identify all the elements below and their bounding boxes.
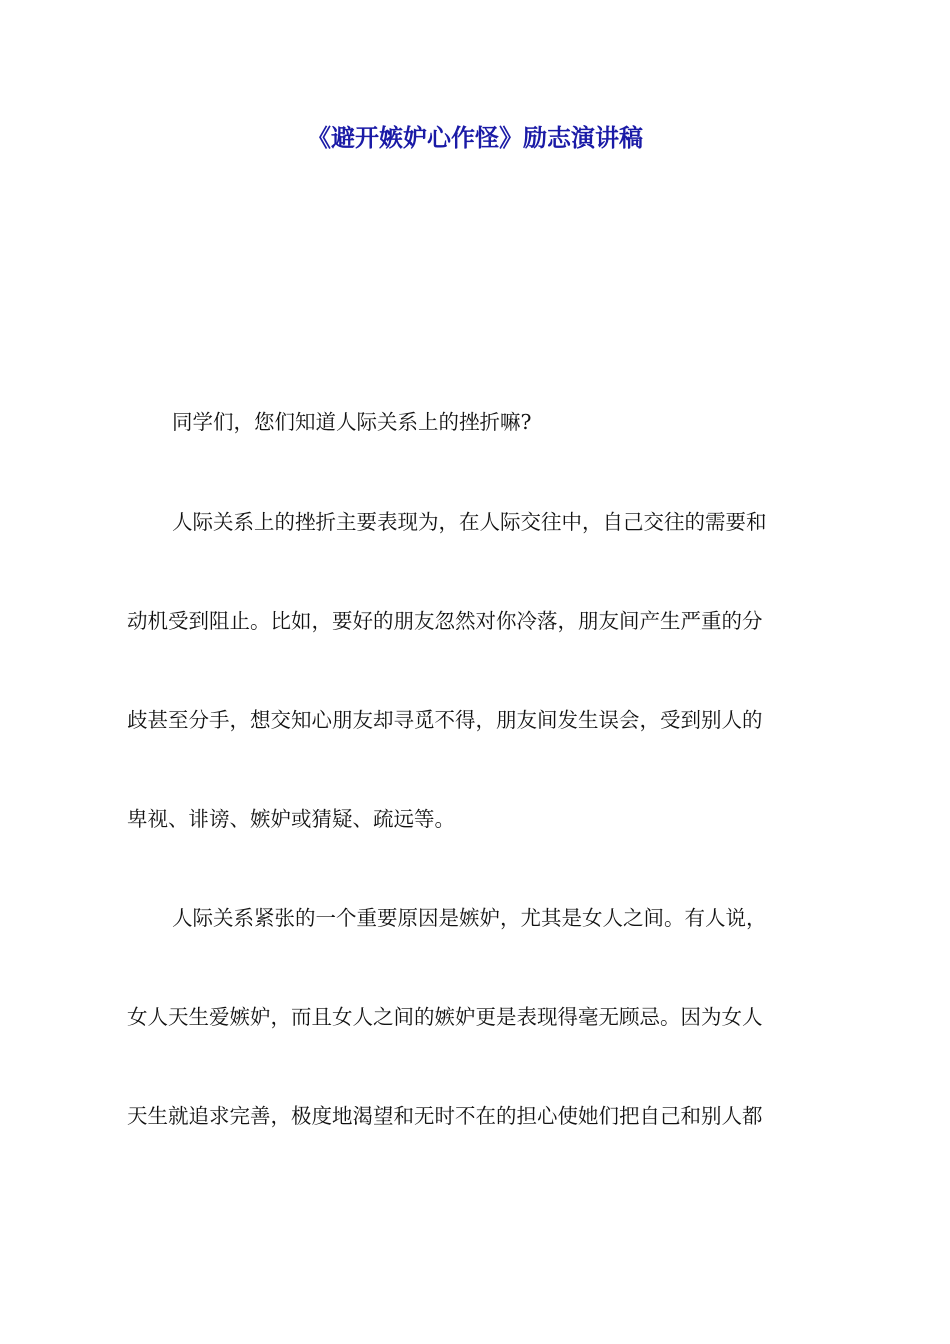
paragraph-2-line-4: 卑视、诽谤、嫉妒或猜疑、疏远等。 <box>127 807 455 831</box>
document-title: 《避开嫉妒心作怪》励志演讲稿 <box>307 124 643 152</box>
paragraph-2-line-3: 歧甚至分手，想交知心朋友却寻觅不得，朋友间发生误会，受到别人的 <box>127 708 763 732</box>
paragraph-1-line-1: 同学们，您们知道人际关系上的挫折嘛? <box>172 410 532 434</box>
paragraph-2-line-1: 人际关系上的挫折主要表现为，在人际交往中，自己交往的需要和 <box>172 510 767 534</box>
paragraph-3-line-3: 天生就追求完善，极度地渴望和无时不在的担心使她们把自己和别人都 <box>127 1104 763 1128</box>
paragraph-3-line-2: 女人天生爱嫉妒，而且女人之间的嫉妒更是表现得毫无顾忌。因为女人 <box>127 1005 763 1029</box>
paragraph-2-line-2: 动机受到阻止。比如，要好的朋友忽然对你冷落，朋友间产生严重的分 <box>127 609 763 633</box>
paragraph-3-line-1: 人际关系紧张的一个重要原因是嫉妒，尤其是女人之间。有人说， <box>172 906 767 930</box>
